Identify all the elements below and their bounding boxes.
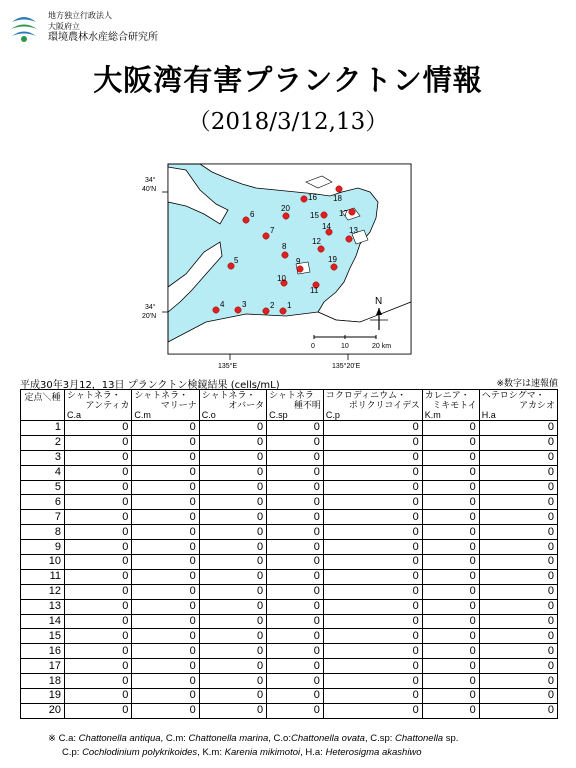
cell-value: 0 — [422, 510, 479, 525]
cell-value: 0 — [323, 703, 422, 718]
cell-value: 0 — [65, 525, 132, 540]
cell-value: 0 — [479, 465, 557, 480]
cell-value: 0 — [479, 510, 557, 525]
cell-value: 0 — [267, 510, 324, 525]
cell-value: 0 — [479, 703, 557, 718]
cell-value: 0 — [199, 614, 266, 629]
cell-value: 0 — [323, 540, 422, 555]
cell-value: 0 — [422, 629, 479, 644]
cell-value: 0 — [132, 540, 199, 555]
station-label: 18 — [333, 194, 342, 203]
cell-value: 0 — [65, 584, 132, 599]
cell-value: 0 — [132, 555, 199, 570]
station-number: 4 — [21, 465, 65, 480]
svg-text:N: N — [375, 296, 383, 307]
station-marker — [331, 264, 337, 270]
cell-value: 0 — [422, 689, 479, 704]
cell-value: 0 — [65, 674, 132, 689]
page-title: 大阪湾有害プランクトン情報 — [93, 63, 483, 97]
cell-value: 0 — [479, 659, 557, 674]
table-row — [21, 703, 558, 718]
cell-value: 0 — [199, 599, 266, 614]
table-row — [21, 584, 558, 599]
cell-value: 0 — [323, 465, 422, 480]
cell-value: 0 — [267, 674, 324, 689]
station-marker — [318, 246, 324, 252]
station-number: 10 — [21, 555, 65, 570]
org-emblem-icon — [8, 12, 40, 44]
cell-value: 0 — [65, 421, 132, 436]
station-marker — [282, 252, 288, 258]
station-number: 15 — [21, 629, 65, 644]
col-header-cp: コクロディニウム・ ポリクリコイデス C.p — [323, 390, 422, 421]
station-number: 3 — [21, 450, 65, 465]
station-marker — [235, 307, 241, 313]
table-row — [21, 629, 558, 644]
station-label: 20 — [281, 204, 290, 213]
org-line-3: 環境農林水産総合研究所 — [48, 32, 158, 43]
cell-value: 0 — [479, 421, 557, 436]
station-marker — [263, 308, 269, 314]
cell-value: 0 — [422, 614, 479, 629]
cell-value: 0 — [267, 584, 324, 599]
cell-value: 0 — [199, 435, 266, 450]
cell-value: 0 — [199, 674, 266, 689]
station-label: 17 — [339, 209, 348, 218]
cell-value: 0 — [323, 689, 422, 704]
cell-value: 0 — [199, 659, 266, 674]
cell-value: 0 — [65, 540, 132, 555]
cell-value: 0 — [132, 644, 199, 659]
col-header-ha: ヘテロシグマ・ アカシオ H.a — [479, 390, 557, 421]
col-header-co: シャトネラ・ オバータ C.o — [199, 390, 266, 421]
station-label: 7 — [270, 226, 275, 235]
cell-value: 0 — [479, 689, 557, 704]
station-label: 2 — [270, 301, 275, 310]
cell-value: 0 — [65, 599, 132, 614]
cell-value: 0 — [65, 644, 132, 659]
table-row — [21, 435, 558, 450]
cell-value: 0 — [65, 569, 132, 584]
lat-bottom-label-2: 20'N — [142, 313, 157, 320]
cell-value: 0 — [267, 495, 324, 510]
cell-value: 0 — [479, 480, 557, 495]
cell-value: 0 — [267, 644, 324, 659]
station-number: 6 — [21, 495, 65, 510]
station-label: 4 — [220, 300, 225, 309]
cell-value: 0 — [65, 614, 132, 629]
station-number: 8 — [21, 525, 65, 540]
cell-value: 0 — [422, 674, 479, 689]
station-marker — [336, 186, 342, 192]
station-number: 12 — [21, 584, 65, 599]
col-header-cm: シャトネラ・ マリーナ C.m — [132, 390, 199, 421]
table-row — [21, 689, 558, 704]
cell-value: 0 — [132, 465, 199, 480]
cell-value: 0 — [65, 555, 132, 570]
cell-value: 0 — [199, 703, 266, 718]
station-marker — [301, 196, 307, 202]
cell-value: 0 — [199, 421, 266, 436]
cell-value: 0 — [479, 450, 557, 465]
table-header-row — [21, 390, 558, 421]
col-header-csp: シャトネラ 種不明 C.sp — [267, 390, 324, 421]
station-number: 9 — [21, 540, 65, 555]
station-number: 19 — [21, 689, 65, 704]
cell-value: 0 — [267, 435, 324, 450]
cell-value: 0 — [479, 555, 557, 570]
station-number: 11 — [21, 569, 65, 584]
cell-value: 0 — [267, 614, 324, 629]
cell-value: 0 — [323, 421, 422, 436]
station-label: 8 — [282, 242, 287, 251]
cell-value: 0 — [132, 629, 199, 644]
table-row — [21, 555, 558, 570]
table-row — [21, 599, 558, 614]
station-marker — [283, 213, 289, 219]
cell-value: 0 — [65, 435, 132, 450]
station-number: 16 — [21, 644, 65, 659]
station-number: 14 — [21, 614, 65, 629]
cell-value: 0 — [199, 480, 266, 495]
cell-value: 0 — [479, 435, 557, 450]
cell-value: 0 — [422, 465, 479, 480]
table-row — [21, 674, 558, 689]
lon-right-label: 135°20'E — [332, 363, 361, 370]
cell-value: 0 — [267, 599, 324, 614]
cell-value: 0 — [479, 540, 557, 555]
station-marker — [349, 209, 355, 215]
cell-value: 0 — [267, 525, 324, 540]
station-label: 19 — [328, 255, 337, 264]
cell-value: 0 — [132, 450, 199, 465]
cell-value: 0 — [132, 510, 199, 525]
cell-value: 0 — [132, 659, 199, 674]
station-marker — [280, 308, 286, 314]
station-label: 9 — [296, 257, 301, 266]
cell-value: 0 — [267, 703, 324, 718]
cell-value: 0 — [132, 495, 199, 510]
station-number: 5 — [21, 480, 65, 495]
survey-date: （2018/3/12,13） — [187, 109, 389, 135]
cell-value: 0 — [422, 599, 479, 614]
cell-value: 0 — [199, 689, 266, 704]
cell-value: 0 — [479, 644, 557, 659]
cell-value: 0 — [199, 584, 266, 599]
cell-value: 0 — [323, 480, 422, 495]
cell-value: 0 — [132, 525, 199, 540]
station-label: 3 — [242, 300, 247, 309]
cell-value: 0 — [422, 421, 479, 436]
preliminary-note: ※数字は速報値 — [496, 379, 558, 389]
station-marker — [243, 217, 249, 223]
cell-value: 0 — [422, 659, 479, 674]
station-label: 13 — [349, 226, 358, 235]
cell-value: 0 — [199, 540, 266, 555]
station-number: 13 — [21, 599, 65, 614]
cell-value: 0 — [132, 584, 199, 599]
station-marker — [321, 212, 327, 218]
cell-value: 0 — [479, 584, 557, 599]
station-number: 1 — [21, 421, 65, 436]
cell-value: 0 — [267, 465, 324, 480]
cell-value: 0 — [323, 584, 422, 599]
table-row — [21, 495, 558, 510]
station-marker — [346, 236, 352, 242]
station-label: 10 — [277, 274, 286, 283]
cell-value: 0 — [323, 525, 422, 540]
station-label: 6 — [250, 210, 255, 219]
cell-value: 0 — [422, 644, 479, 659]
station-label: 5 — [234, 256, 239, 265]
table-row — [21, 614, 558, 629]
corner-header: 定点＼種 — [21, 390, 65, 421]
cell-value: 0 — [65, 629, 132, 644]
cell-value: 0 — [323, 614, 422, 629]
org-line-2: 大阪府立 — [48, 22, 80, 31]
cell-value: 0 — [267, 450, 324, 465]
cell-value: 0 — [323, 599, 422, 614]
cell-value: 0 — [422, 495, 479, 510]
station-number: 18 — [21, 674, 65, 689]
table-row — [21, 465, 558, 480]
cell-value: 0 — [132, 614, 199, 629]
footnote-line-1: ※ C.a: Chattonella antiqua, C.m: Chattonella marina, C.o:Chattonella ovata, C.sp: Chattonella sp. — [48, 733, 459, 744]
plankton-table — [20, 389, 558, 719]
cell-value: 0 — [422, 450, 479, 465]
cell-value: 0 — [267, 659, 324, 674]
cell-value: 0 — [323, 450, 422, 465]
station-label: 12 — [312, 237, 321, 246]
cell-value: 0 — [65, 480, 132, 495]
table-row — [21, 540, 558, 555]
cell-value: 0 — [323, 495, 422, 510]
scale-10: 10 — [341, 343, 349, 350]
cell-value: 0 — [132, 703, 199, 718]
station-number: 7 — [21, 510, 65, 525]
scale-20: 20 km — [372, 343, 392, 350]
cell-value: 0 — [199, 629, 266, 644]
cell-value: 0 — [422, 540, 479, 555]
cell-value: 0 — [422, 569, 479, 584]
cell-value: 0 — [132, 599, 199, 614]
cell-value: 0 — [479, 525, 557, 540]
lat-top-label: 34° — [145, 177, 156, 184]
cell-value: 0 — [323, 555, 422, 570]
lat-bottom-label: 34° — [145, 304, 156, 311]
station-label: 1 — [287, 301, 292, 310]
table-row — [21, 525, 558, 540]
cell-value: 0 — [132, 480, 199, 495]
lon-left-label: 135°E — [218, 363, 238, 370]
col-header-km: カレニア・ ミキモトイ K.m — [422, 390, 479, 421]
cell-value: 0 — [422, 435, 479, 450]
cell-value: 0 — [479, 569, 557, 584]
cell-value: 0 — [65, 495, 132, 510]
cell-value: 0 — [199, 450, 266, 465]
cell-value: 0 — [199, 525, 266, 540]
station-label: 11 — [310, 286, 319, 295]
table-row — [21, 569, 558, 584]
station-number: 17 — [21, 659, 65, 674]
cell-value: 0 — [267, 480, 324, 495]
cell-value: 0 — [199, 555, 266, 570]
cell-value: 0 — [199, 465, 266, 480]
cell-value: 0 — [323, 510, 422, 525]
cell-value: 0 — [132, 674, 199, 689]
cell-value: 0 — [323, 674, 422, 689]
osaka-bay-map — [142, 152, 416, 370]
table-row — [21, 659, 558, 674]
cell-value: 0 — [199, 510, 266, 525]
cell-value: 0 — [479, 495, 557, 510]
cell-value: 0 — [267, 629, 324, 644]
cell-value: 0 — [132, 569, 199, 584]
cell-value: 0 — [422, 480, 479, 495]
table-row — [21, 644, 558, 659]
cell-value: 0 — [199, 644, 266, 659]
station-label: 14 — [322, 222, 331, 231]
cell-value: 0 — [323, 659, 422, 674]
table-caption: 平成30年3月12，13日 プランクトン検鏡結果 (cells/mL) — [20, 380, 280, 391]
cell-value: 0 — [132, 689, 199, 704]
cell-value: 0 — [199, 569, 266, 584]
cell-value: 0 — [422, 555, 479, 570]
scale-0: 0 — [311, 343, 315, 350]
cell-value: 0 — [479, 674, 557, 689]
cell-value: 0 — [422, 584, 479, 599]
cell-value: 0 — [422, 703, 479, 718]
station-marker — [213, 307, 219, 313]
table-row — [21, 421, 558, 436]
cell-value: 0 — [132, 421, 199, 436]
cell-value: 0 — [479, 599, 557, 614]
table-row — [21, 450, 558, 465]
cell-value: 0 — [65, 703, 132, 718]
cell-value: 0 — [267, 569, 324, 584]
cell-value: 0 — [199, 495, 266, 510]
cell-value: 0 — [422, 525, 479, 540]
cell-value: 0 — [267, 689, 324, 704]
cell-value: 0 — [267, 540, 324, 555]
footnote-line-2: C.p: Cochlodinium polykrikoides, K.m: Karenia mikimotoi, H.a: Heterosigma akashiwo — [62, 747, 422, 758]
station-label: 15 — [310, 211, 319, 220]
cell-value: 0 — [65, 689, 132, 704]
table-row — [21, 510, 558, 525]
cell-value: 0 — [323, 435, 422, 450]
station-number: 2 — [21, 435, 65, 450]
cell-value: 0 — [323, 629, 422, 644]
cell-value: 0 — [65, 510, 132, 525]
lat-top-label-2: 40'N — [142, 186, 157, 193]
table-row — [21, 480, 558, 495]
cell-value: 0 — [65, 465, 132, 480]
cell-value: 0 — [267, 421, 324, 436]
cell-value: 0 — [323, 569, 422, 584]
cell-value: 0 — [323, 644, 422, 659]
cell-value: 0 — [132, 435, 199, 450]
station-number: 20 — [21, 703, 65, 718]
station-marker — [263, 233, 269, 239]
org-logo — [8, 8, 208, 48]
col-header-ca: シャトネラ・ アンティカ C.a — [65, 390, 132, 421]
cell-value: 0 — [65, 450, 132, 465]
org-line-1: 地方独立行政法人 — [48, 11, 112, 20]
cell-value: 0 — [267, 555, 324, 570]
cell-value: 0 — [479, 614, 557, 629]
station-marker — [297, 266, 303, 272]
station-label: 16 — [308, 193, 317, 202]
cell-value: 0 — [65, 659, 132, 674]
cell-value: 0 — [479, 629, 557, 644]
